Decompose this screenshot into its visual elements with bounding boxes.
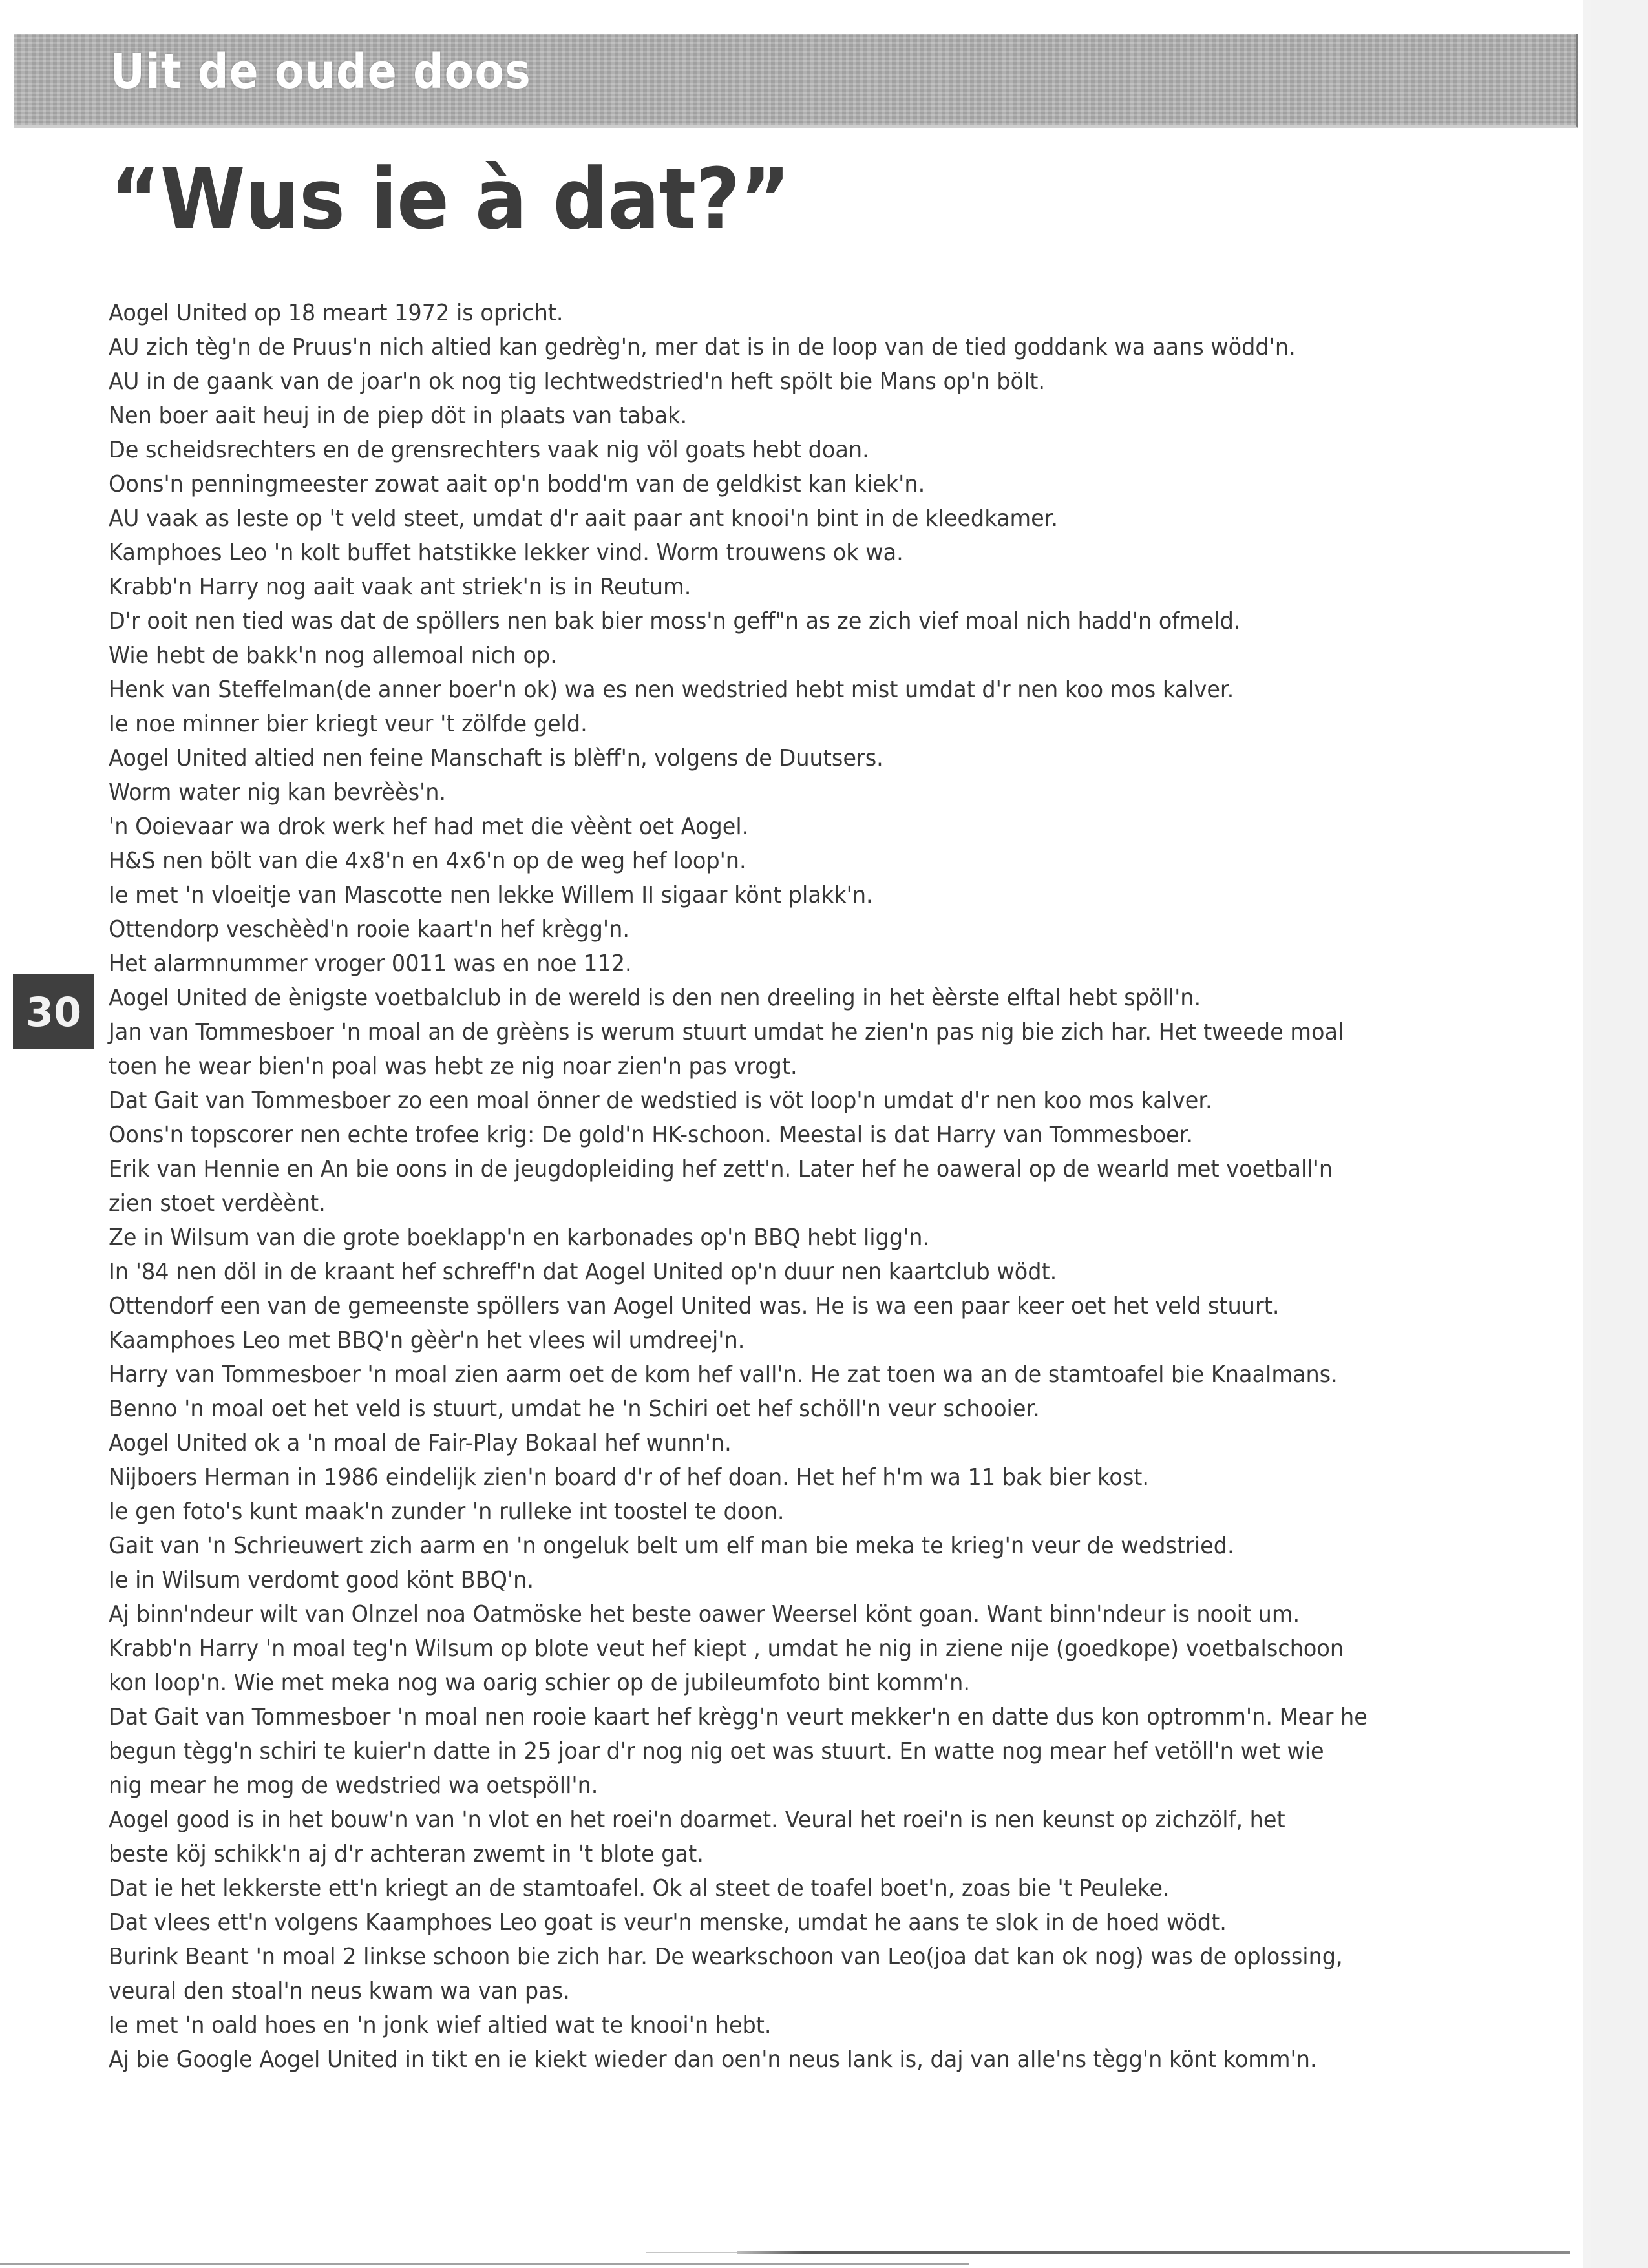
article-line: Ie met 'n oald hoes en 'n jonk wief altied wat te knooi'n hebt.: [109, 2012, 772, 2039]
article-line: Nen boer aait heuj in de piep döt in plaats van tabak.: [109, 403, 688, 429]
article-line: Krabb'n Harry 'n moal teg'n Wilsum op blote veut hef kiept , umdat he nig in ziene nije (goedkope) voetbalschoon: [109, 1635, 1344, 1662]
article-line: begun tègg'n schiri te kuier'n datte in 25 joar d'r nog nig oet was stuurt. En watte nog mear hef vetöll'n wet wie: [109, 1738, 1324, 1765]
article-line: AU vaak as leste op 't veld steet, umdat d'r aait paar ant knooi'n bint in de kleedkamer.: [109, 505, 1059, 532]
article-body: [109, 296, 1556, 2077]
footer-rule-faint: [646, 2252, 737, 2253]
article-title: “Wus ie à dat?”: [110, 150, 790, 248]
article-line: Harry van Tommesboer 'n moal zien aarm oet de kom hef vall'n. He zat toen wa an de stamtoafel bie Knaalmans.: [109, 1361, 1338, 1388]
article-line: Oons'n penningmeester zowat aait op'n bodd'm van de geldkist kan kiek'n.: [109, 471, 925, 498]
article-line: Erik van Hennie en An bie oons in de jeugdopleiding hef zett'n. Later hef he oaweral op de wearld met voetball'n: [109, 1156, 1333, 1182]
article-line: Gait van 'n Schrieuwert zich aarm en 'n ongeluk belt um elf man bie meka te krieg'n veur de wedstried.: [109, 1533, 1234, 1559]
article-line: Ie gen foto's kunt maak'n zunder 'n rulleke int toostel te doon.: [109, 1498, 785, 1525]
article-line: Aogel United op 18 meart 1972 is opricht.: [109, 300, 564, 326]
article-line: beste köj schikk'n aj d'r achteran zwemt in 't blote gat.: [109, 1841, 704, 1867]
article-line: Aogel good is in het bouw'n van 'n vlot en het roei'n doarmet. Veural het roei'n is nen keunst op zichzölf, het: [109, 1807, 1285, 1833]
article-line: De scheidsrechters en de grensrechters vaak nig völ goats hebt doan.: [109, 437, 869, 463]
article-line: H&S nen bölt van die 4x8'n en 4x6'n op de weg hef loop'n.: [109, 848, 746, 874]
article-line: Aj binn'ndeur wilt van Olnzel noa Oatmöske het beste oawer Weersel könt goan. Want binn'ndeur is nooit um.: [109, 1601, 1300, 1628]
article-line: Ze in Wilsum van die grote boeklapp'n en karbonades op'n BBQ hebt ligg'n.: [109, 1224, 930, 1251]
article-line: Oons'n topscorer nen echte trofee krig: De gold'n HK-schoon. Meestal is dat Harry van Tommesboer.: [109, 1122, 1194, 1148]
article-line: Dat Gait van Tommesboer zo een moal önner de wedstied is vöt loop'n umdat d'r nen koo mos kalver.: [109, 1087, 1212, 1114]
article-line: Ie in Wilsum verdomt good könt BBQ'n.: [109, 1567, 534, 1593]
article-line: Wie hebt de bakk'n nog allemoal nich op.: [109, 642, 557, 669]
article-line: Jan van Tommesboer 'n moal an de grèèns is werum stuurt umdat he zien'n pas nig bie zich har. Het tweede moal: [109, 1019, 1344, 1045]
article-line: In '84 nen döl in de kraant hef schreff'n dat Aogel United op'n duur nen kaartclub wödt.: [109, 1259, 1057, 1285]
footer-rule: [737, 2251, 1570, 2254]
article-line: AU in de gaank van de joar'n ok nog tig lechtwedstried'n heft spölt bie Mans op'n bölt.: [109, 368, 1046, 395]
article-line: Nijboers Herman in 1986 eindelijk zien'n board d'r of hef doan. Het hef h'm wa 11 bak bier kost.: [109, 1464, 1150, 1491]
page-number-tab: [13, 974, 94, 1049]
article-line: nig mear he mog de wedstried wa oetspöll'n.: [109, 1772, 598, 1799]
article-line: Dat ie het lekkerste ett'n kriegt an de stamtoafel. Ok al steet de toafel boet'n, zoas bie 't Peuleke.: [109, 1875, 1170, 1902]
article-line: Dat Gait van Tommesboer 'n moal nen rooie kaart hef krègg'n veurt mekker'n en datte dus kon optromm'n. Mear he: [109, 1704, 1368, 1730]
article-line: Henk van Steffelman(de anner boer'n ok) wa es nen wedstried hebt mist umdat d'r nen koo mos kalver.: [109, 677, 1234, 703]
article-line: veural den stoal'n neus kwam wa van pas.: [109, 1978, 570, 2004]
scan-edge-line: [0, 2263, 969, 2265]
article-line: D'r ooit nen tied was dat de spöllers nen bak bier moss'n geff"n as ze zich vief moal nich hadd'n ofmeld.: [109, 608, 1241, 635]
article-line: Het alarmnummer vroger 0011 was en noe 112.: [109, 950, 632, 977]
article-line: Benno 'n moal oet het veld is stuurt, umdat he 'n Schiri oet hef schöll'n veur schooier.: [109, 1396, 1040, 1422]
article-line: Aogel United de ènigste voetbalclub in de wereld is den nen dreeling in het èèrste elftal hebt spöll'n.: [109, 985, 1201, 1011]
article-line: Dat vlees ett'n volgens Kaamphoes Leo goat is veur'n menske, umdat he aans te slok in de hoed wödt.: [109, 1909, 1227, 1936]
article-line: Aogel United altied nen feine Manschaft is blèff'n, volgens de Duutsers.: [109, 745, 883, 772]
article-line: toen he wear bien'n poal was hebt ze nig noar zien'n pas vrogt.: [109, 1053, 798, 1080]
article-line: Ottendorf een van de gemeenste spöllers van Aogel United was. He is wa een paar keer oet het veld stuurt.: [109, 1293, 1280, 1319]
scan-margin: [1591, 0, 1648, 2268]
article-line: Burink Beant 'n moal 2 linkse schoon bie zich har. De wearkschoon van Leo(joa dat kan ok nog) was de oplossing,: [109, 1944, 1343, 1970]
article-line: Aj bie Google Aogel United in tikt en ie kiekt wieder dan oen'n neus lank is, daj van alle'ns tègg'n könt komm'n.: [109, 2046, 1317, 2073]
article-line: zien stoet verdèènt.: [109, 1190, 326, 1217]
article-line: Worm water nig kan bevrèès'n.: [109, 779, 447, 806]
page-number: 30: [25, 988, 82, 1036]
article-line: AU zich tèg'n de Pruus'n nich altied kan gedrèg'n, mer dat is in de loop van de tied goddank wa aans wödd'n.: [109, 334, 1296, 361]
article-line: 'n Ooievaar wa drok werk hef had met die vèènt oet Aogel.: [109, 814, 749, 840]
article-line: Aogel United ok a 'n moal de Fair-Play Bokaal hef wunn'n.: [109, 1430, 732, 1456]
article-line: kon loop'n. Wie met meka nog wa oarig schier op de jubileumfoto bint komm'n.: [109, 1670, 971, 1696]
article-line: Ie met 'n vloeitje van Mascotte nen lekke Willem II sigaar könt plakk'n.: [109, 882, 873, 908]
article-line: Ottendorp veschèèd'n rooie kaart'n hef krègg'n.: [109, 916, 629, 943]
section-title: Uit de oude doos: [110, 44, 531, 100]
article-line: Ie noe minner bier kriegt veur 't zölfde geld.: [109, 711, 587, 737]
article-line: Kaamphoes Leo met BBQ'n gèèr'n het vlees wil umdreej'n.: [109, 1327, 745, 1354]
article-line: Krabb'n Harry nog aait vaak ant striek'n is in Reutum.: [109, 574, 692, 600]
article-line: Kamphoes Leo 'n kolt buffet hatstikke lekker vind. Worm trouwens ok wa.: [109, 540, 903, 566]
